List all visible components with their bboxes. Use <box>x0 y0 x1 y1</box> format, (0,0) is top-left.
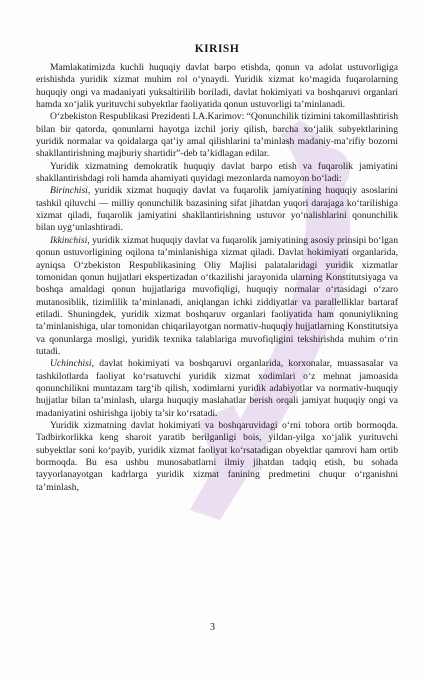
paragraph: Mamlakatimizda kuchli huquqiy davlat barpo etishda, qonun va adolat ustuvorligiga erishishda yuridik xizmat muhim rol o‘ynaydi. Yuridik xizmat ko‘magida fuqarolarning huquqiy ongi va madaniyati yuksaltirilib boriladi, davlat hokimiyati va boshqaruvi organlari hamda xo‘jalik yurituvchi subyektlar faoliyatida qonun ustuvorligi ta’minlanadi. <box>36 62 398 111</box>
paragraph: Yuridik xizmatning davlat hokimiyati va boshqaruvidagi o‘rni tobora ortib bormoqda. Tadbirkorlikka keng sharoit yaratib berilganligi bois, yildan-yilga xo‘jalik yurituvchi subyektlar soni ko‘payib, yuridik xizmat faoliyat ko‘rsatadigan obyektlar qamrovi ham ortib bormoqda. Bu esa ushbu munosabatlarni ilmiy jihatdan tadqiq etish, bu sohada tayyorlanayotgan kadrlarga yuridik xizmat fanining predmetini chuqur o‘rganishni ta’minlash, <box>36 419 398 493</box>
paragraph: Yuridik xizmatning demokratik huquqiy davlat barpo etish va fuqarolik jamiyatini shakllantirishdagi roli hamda ahamiyati quyidagi mezonlarda namoyon bo‘ladi: <box>36 160 398 185</box>
paragraph-lead: Ikkinchisi <box>50 234 88 246</box>
page-title: KIRISH <box>194 43 240 55</box>
paragraph-lead: Uchinchisi <box>50 358 92 370</box>
paragraph: Birinchisi, yuridik xizmat huquqiy davlat va fuqarolik jamiyatining huquqiy asoslarini tashkil qiluvchi — milliy qonunchilik bazasining sifat jihatdan yuqori darajaga ko‘tarilishiga xizmat qiladi, fuqarolik jamiyatini shakllantirishning ustuvor yo‘nalishlarini qonunchilik bilan uyg‘unlashtiradi. <box>36 185 398 234</box>
paragraph: O‘zbekiston Respublikasi Prezidenti I.A.Karimov: “Qonunchilik tizimini takomillashtirish bilan bir qatorda, qonunlarni hayotga izchil joriy qilish, barcha xo‘jalik subyektlarining yuridik normalar va qoidalarga qat’iy amal qilishlarini ta’minlash madaniy-ma’rifiy bozorni shakllantirishning majburiy shartidir”-deb ta’kidlagan edilar. <box>36 111 398 160</box>
paragraph: Uchinchisi, davlat hokimiyati va boshqaruvi organlarida, korxonalar, muassasalar va tashkilotlarda faoliyat ko‘rsatuvchi yuridik xizmat xodimlari o‘z mehnat jamoasida qonunchilikni muntazam targ‘ib qilish, xodimlarni yuridik adabiyotlar va normativ-huquqiy hujjatlar bilan ta’minlash, ularga huquqiy maslahatlar berish orqali jamiyat huquqiy ongi va madaniyatini oshirishga ijobiy ta’sir ko‘rsatadi. <box>36 358 398 419</box>
paragraph: Ikkinchisi, yuridik xizmat huquqiy davlat va fuqarolik jamiyatining asosiy prinsipi bo‘lgan qonun ustuvorligining oqilona ta’minlanishiga xizmat qiladi. Davlat hokimiyati organlarida, ayniqsa O‘zbekiston Respublikasining Oliy Majlisi palatalaridagi yuridik xizmatlar tomonidan qonun hujjatlari ekspertizadan o‘tkazilishi jarayonida ularning Konstitutsiyaga va boshqa amaldagi qonun hujjatlariga muvofiqligi, huquqiy normalar o‘rtasidagi o‘zaro mutanosiblik, tizimlilik ta’minlanadi, aniqlangan ichki ziddiyatlar va parallelliklar bartaraf etiladi. Shuningdek, yuridik xizmat boshqaruv organlari faoliyatida ham qonuniylikning ta’minlanishiga, ular tomonidan chiqarilayotgan normativ-huquqiy hujjatlarning Konstitutsiya va qonunlarga mosligi, yuridik texnika talablariga muvofiqligini tekshirishda muhim o‘rin tutadi. <box>36 234 398 357</box>
document-body <box>36 42 398 494</box>
paragraph-lead: Birinchisi <box>50 185 88 197</box>
page-number: 3 <box>210 622 215 633</box>
